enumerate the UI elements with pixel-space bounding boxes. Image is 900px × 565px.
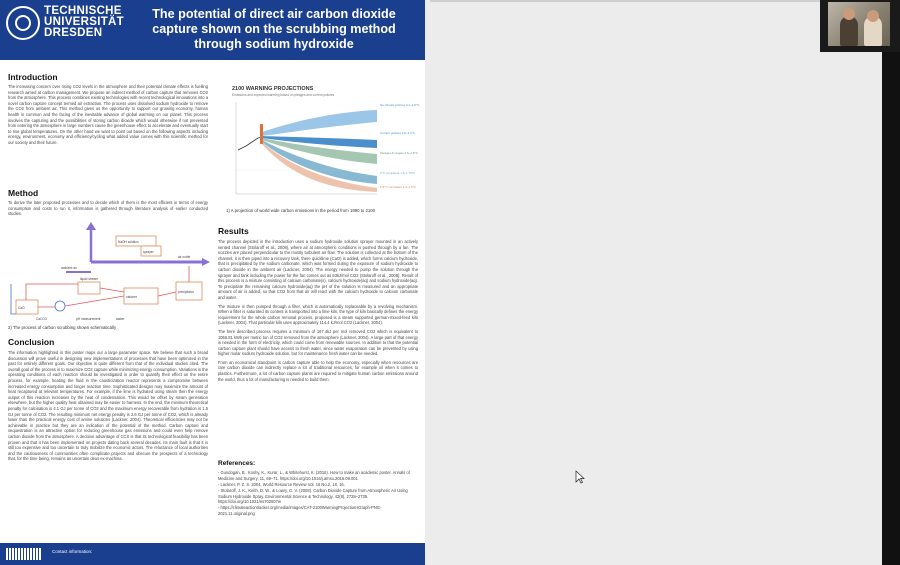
university-line-3: DRESDEN — [44, 27, 103, 39]
results-paragraph: The mixture is then pumped through a filter, which is automatically replaceable by a revolving mechanism. When a filter is saturated its content is transported into a lime kiln, the type of kiln basically defines the energy requirement for the whole carbon removal process, proposed is a steam supported german-mixed-feed kiln (Lackner, 2004). That particular kiln uses approximately 114.4 kJ/mol CO2 (Lackner, 2004). — [218, 303, 418, 326]
chart-subtitle: Emissions and expected warming based on pledges and current policies — [232, 93, 335, 97]
right-edge-bar — [882, 0, 900, 565]
results-text — [218, 239, 418, 382]
mouse-cursor-icon — [575, 470, 585, 484]
diagram-label: calciner — [126, 295, 137, 299]
results-paragraph: From an economical standpoint is carbon capture able to help the economy, especially when resources are rare carbon dioxide can indirectly replace a lot of traditional resources, for example oil when it comes to plastics. Furthermore, a lot of carbon capture plants are required to mitigate human carbon emissions around the world, thus a lot of manufacturing is needed to build them. — [218, 359, 418, 382]
references-list — [218, 470, 418, 517]
diagram-caption: 2) The process of carbon scrubbing shown schematically — [8, 325, 117, 330]
chart-marker — [260, 124, 263, 144]
participant-head — [867, 10, 879, 22]
reference-item: - Lackner, P. Z. S. 2004. World Resource Review Vol. 16 No.2, 18, 16. — [218, 481, 345, 487]
diagram-label: ambient air — [61, 266, 77, 270]
top-strip — [430, 0, 820, 2]
poster-header — [0, 0, 425, 60]
chart-title: 2100 WARNING PROJECTIONS — [232, 86, 314, 92]
contact-info: Contact information: — [52, 549, 93, 554]
method-text: To derive the later proposed processes and to decide which of them is the most efficient in terms of energy consumption and costs to run it, information is gathered through literature analysis of earlier conducted studies. — [8, 200, 208, 217]
conclusion-text: The information highlighted in this poster maps our a large parameter space. We believe that such a broad discussion will prove useful in designing new implementations of processes that have been optimized in the past for entirely different goals. Our objective is quite different from that of the individual studies cited. The overall goal of the process is to maximize CO2 capture while minimizing energy consumption. Variations in the operating conditions of each reaction should be investigated in order to quantify their effect on the entire process, for example, heating the fluid in the causticization reactor represents a compromise between increased energy consumption and longer reaction time. Sophisticated designs may maximize the amount of heat recaptured at relevant temperatures. For example, if the lime is hydrated using steam then the energy output of this reaction increases by the heat of condensation. This would be offset by steam generation elsewhere, but the higher quality heat obtained may be easier to harness. In the end, the minimum theoretical penalty for calcination is 4.1 GJ per tonne of CO2 and the maximum energy recoverable from hydration is 1.5 GJ per tonne of CO2. The resulting minimum net energy penalty is 2.6 GJ per tonne of CO2, which is already lower than the practical energy cost of amine solutions (Lackner, 2004). Theoretical efficiencies may not be achievable in practice but they are an indication of the potential of the method. Carbon capture and sequestration is an attractive option for reducing greenhouse gas emissions and could even help remove carbon dioxide from the atmosphere. A decisive advantage of CCS is that its technological feasibility has been proven and that it has been implemented on projects dating back several decades. Its main fault is that it is still too expensive and too uncertain to truly mobilize the economic actors. The reluctance of local authorities and the cautiousness of communities often complicate projects and obscure the prospects of a technology that, for the time being, remains an uncertain deus ex-machina. — [8, 350, 208, 462]
diagram-label: precipitator — [178, 290, 194, 294]
method-heading: Method — [8, 188, 39, 198]
poster-footer — [0, 543, 425, 565]
chart-caption: 1) A projection of world wide carbon emissions in the period from 1990 to 2100 — [226, 208, 376, 213]
conclusion-heading: Conclusion — [8, 337, 55, 347]
diagram-label: CaO — [18, 306, 25, 310]
diagram-label: sprayer — [143, 250, 154, 254]
results-paragraph: The process depicted in the introduction uses a sodium hydroxide solution sprayer mounted in an actively vented channel (Stolaroff et al., 2008), where air at atmospheric conditions is pushed through by a fan. The nozzles are placed perpendicular to the mostly turbulent air flow. The solution is collected at the bottom of the channel, it is then piped into a recovery tank, there quicklime (CaO) is added, which forms calcium hydroxide, that is precipitated by the sodium carbonate, which was formed during the exposure of sodium hydroxide to carbon dioxide in the ambient air (Lackner, 2004). The energy needed to pump the solution through the sprayer and tank including the power for the fan comes out as 53kJ/mol CO2 (Stolaroff et al., 2008). Result of this process is a mixture consisting of calcium carbonate(s), calcium hydroxide(aq) and sodium hydroxide(aq). To precipitate the remaining calcium hydroxide(aq) the pH of the solution is measured and an appropriate amount of air is added, so that CO2 from that air will react with the calcium hydroxide to calcium carbonate and water. — [218, 239, 418, 300]
reference-item: - https://climateactiontracker.org/media/images/CAT-2100WarmingProjectionsGraph-PNG-2021.11.original.png — [218, 505, 382, 516]
qr-code-icon — [6, 548, 42, 560]
diagram-label: CaCO3 — [36, 317, 47, 321]
legend-item: No climate policies 4.1–4.8°C — [380, 103, 420, 107]
results-heading: Results — [218, 226, 249, 236]
poster — [0, 0, 425, 565]
warming-projections-chart — [222, 82, 420, 206]
participant-head — [843, 8, 855, 20]
reference-item: - Stolaroff, J. K., Keith, D. W., & Lowry, G. V. (2008). Carbon Dioxide Capture from Atmospheric Air Using Sodium Hydroxide Spray. Environmental Science & Technology, 42(8), 2728–2735. https://doi.org/10.1021/es702607w — [218, 487, 408, 505]
university-line-2: UNIVERSITÄT — [44, 16, 124, 28]
diagram-label: liquid stream — [80, 277, 99, 281]
webcam-thumbnail[interactable] — [828, 2, 890, 46]
introduction-text: The increasing concern over rising CO2 levels in the atmosphere and their potential climate effects is fuelling research aimed at carbon management. We propose an indirect method of carbon capture that removes CO2 from the atmosphere. This process combines existing technologies with recent technological innovations into a novel carbon capture concept termed air extraction. The process uses dissolved sodium hydroxide to remove the CO2 from ambient air. This method gives us the opportunity to support our growing economy, human health in common and the facing of the inevitable advance of global warming on our planet. This process involves the capturing and the possibilities of storing carbon dioxide which would otherwise if not prevented from entering the atmosphere in large numbers cause the greenhouse effect to accelerate and eventually start to rise global temperatures. On the other hand we want to point out based on the following aspects including energy, environment, economy and efficiency/cycling what added value comes with this scientific method for our society and their future. — [8, 84, 208, 145]
tu-dresden-logo-icon — [6, 6, 40, 40]
process-diagram — [6, 222, 210, 322]
reference-item: - Gundogan, B., Koshy, K., Kurar, L., & Whitehurst, K. (2016). How to make an academic poster. Annals of Medicine and Surgery, 11, 69–71. https://doi.org/10.1016/j.amsu.2016.09.001 — [218, 470, 410, 481]
legend-item: Pledges & targets 2.5–2.8°C — [380, 151, 418, 155]
diagram-label: slaker — [116, 317, 125, 321]
results-paragraph: The here described process requires a minimum of 167.4kJ per mol removed CO2 which is equivalent to 1056.81 kWh per metric ton of CO2 removed from the atmosphere (Lackner, 2004). A large part of that energy is needed in the form of electricity, which could come from renewable sources. In addition to that the potential carbon capture plant should have access to fresh water, since water evaporation can be prevented by using higher molar sodium hydroxide solution, but for maintenance fresh water can be needed. — [218, 328, 418, 357]
legend-item: 2°C consistent 1.5–1.75°C — [380, 171, 416, 175]
references-heading: References: — [218, 460, 256, 467]
university-line-1: TECHNISCHE — [44, 5, 122, 17]
diagram-label: NaOH solution — [118, 240, 139, 244]
diagram-label: pH measurement — [76, 317, 101, 321]
legend-item: Current policies 2.8–3.2°C — [380, 131, 416, 135]
introduction-heading: Introduction — [8, 72, 58, 82]
legend-item: 1.5°C consistent 1.3–1.5°C — [380, 185, 417, 189]
poster-title: The potential of direct air carbon dioxide capture shown on the scrubbing method through sodium hydroxide — [152, 7, 396, 51]
university-name — [44, 6, 124, 39]
diagram-label: air outlet — [178, 255, 191, 259]
participant-figure — [840, 16, 858, 46]
